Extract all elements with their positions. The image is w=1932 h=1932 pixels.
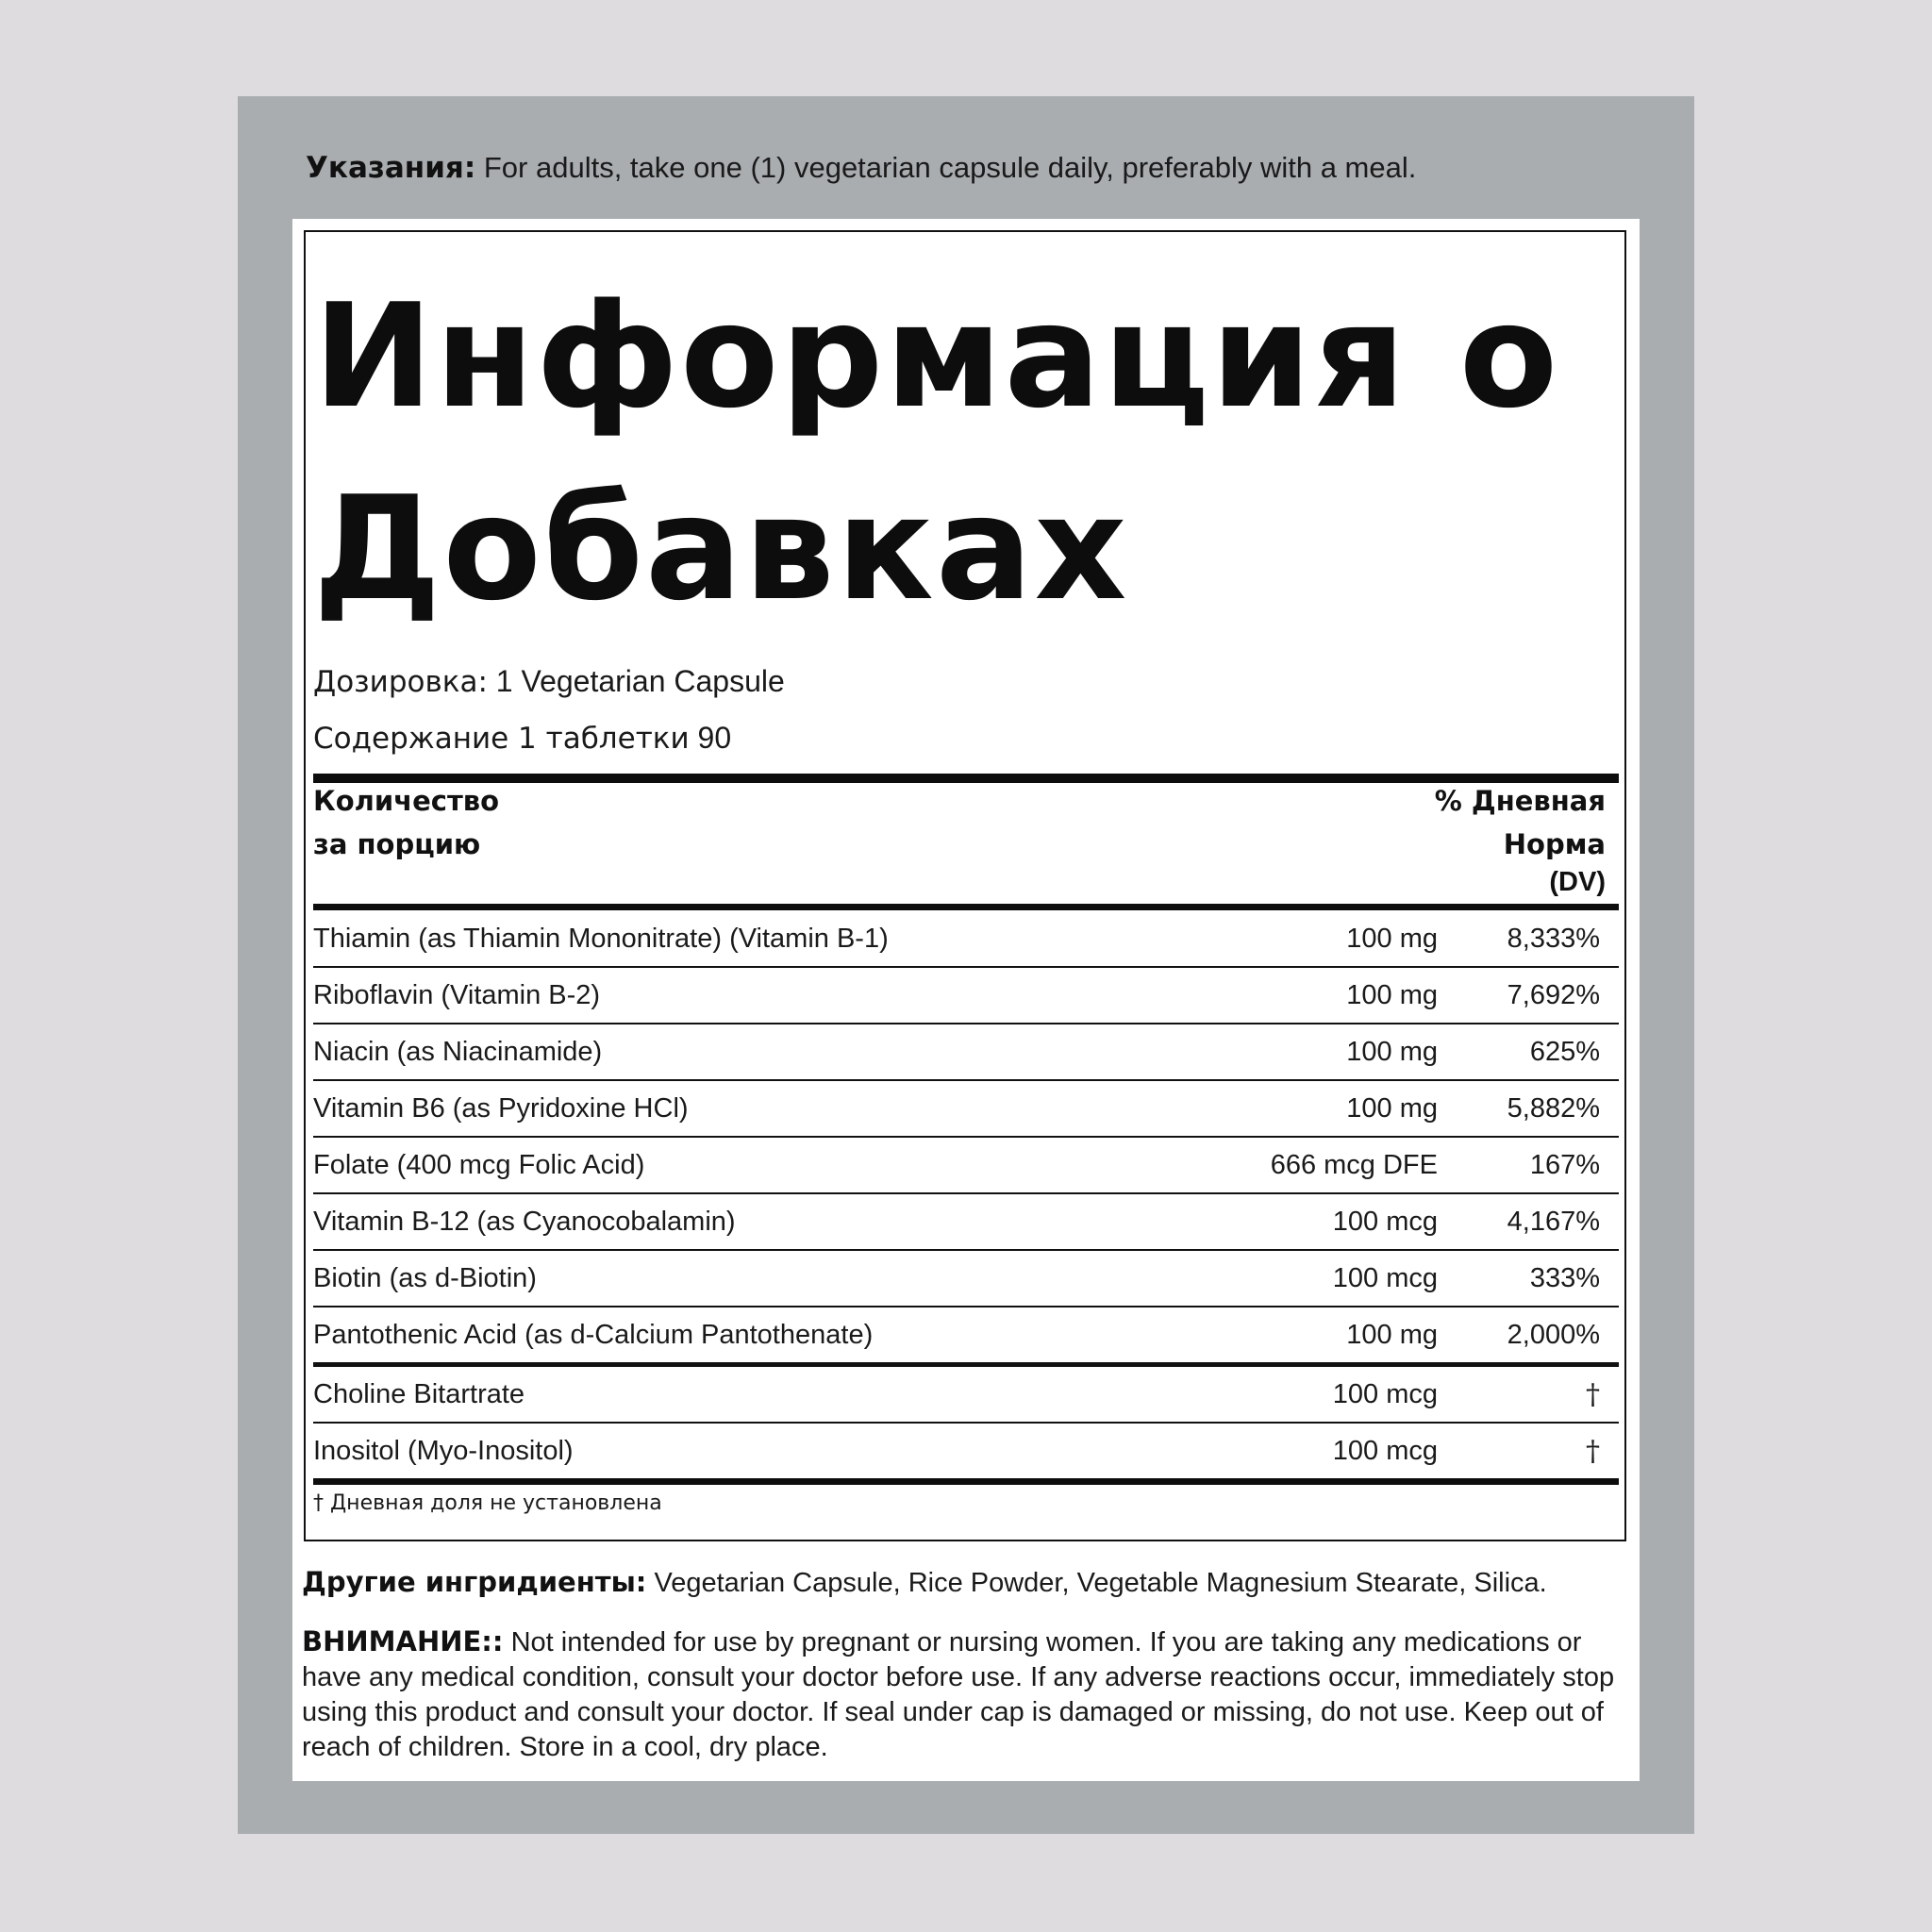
amount-per-serving-header bbox=[313, 779, 499, 866]
divider-header bbox=[313, 904, 1619, 910]
nutrient-amount: 100 mcg bbox=[1332, 1207, 1438, 1237]
nutrient-dv: † bbox=[1586, 1378, 1600, 1411]
table-row bbox=[313, 911, 1619, 968]
table-row bbox=[313, 1307, 1619, 1367]
nutrient-dv: 167% bbox=[1529, 1150, 1600, 1180]
amount-header-line1: Количество bbox=[313, 785, 500, 817]
nutrient-dv: † bbox=[1586, 1435, 1600, 1468]
serving-size-value: 1 Vegetarian Capsule bbox=[495, 664, 785, 698]
directions-label: Указания: bbox=[306, 151, 476, 185]
table-row bbox=[313, 1424, 1619, 1485]
directions bbox=[306, 151, 1416, 185]
nutrient-name: Choline Bitartrate bbox=[313, 1379, 525, 1409]
warning bbox=[302, 1624, 1632, 1765]
nutrient-name: Folate (400 mcg Folic Acid) bbox=[313, 1150, 645, 1180]
nutrient-name: Biotin (as d-Biotin) bbox=[313, 1263, 537, 1293]
nutrient-name: Vitamin B-12 (as Cyanocobalamin) bbox=[313, 1207, 736, 1237]
nutrient-amount: 100 mg bbox=[1346, 980, 1438, 1010]
facts-title-line1: Информация о bbox=[313, 273, 1560, 440]
table-row bbox=[313, 1251, 1619, 1307]
servings-per-container bbox=[313, 721, 731, 756]
facts-title-line2: Добавках bbox=[313, 465, 1129, 632]
daily-value-header bbox=[1435, 779, 1606, 898]
nutrient-name: Pantothenic Acid (as d-Calcium Pantothenate) bbox=[313, 1320, 874, 1350]
nutrient-dv: 8,333% bbox=[1507, 924, 1600, 954]
other-ingredients bbox=[302, 1566, 1547, 1599]
other-ingredients-text: Vegetarian Capsule, Rice Powder, Vegetable Magnesium Stearate, Silica. bbox=[654, 1568, 1547, 1598]
directions-text: For adults, take one (1) vegetarian capsule daily, preferably with a meal. bbox=[483, 151, 1417, 184]
table-row bbox=[313, 1138, 1619, 1194]
dv-header-line2: Норма bbox=[1503, 828, 1606, 860]
nutrient-name: Inositol (Myo-Inositol) bbox=[313, 1436, 574, 1466]
nutrient-amount: 100 mg bbox=[1346, 1037, 1438, 1067]
table-row bbox=[313, 1081, 1619, 1138]
nutrient-name: Niacin (as Niacinamide) bbox=[313, 1037, 603, 1067]
divider-thick-top bbox=[313, 774, 1619, 783]
nutrient-dv: 333% bbox=[1529, 1263, 1600, 1293]
table-row bbox=[313, 968, 1619, 1024]
table-row bbox=[313, 1367, 1619, 1424]
nutrient-dv: 7,692% bbox=[1507, 980, 1600, 1010]
warning-label: ВНИМАНИЕ:: bbox=[302, 1625, 504, 1657]
nutrient-amount: 100 mg bbox=[1346, 924, 1438, 954]
servings-per-container-value: 90 bbox=[697, 721, 732, 755]
nutrient-dv: 5,882% bbox=[1507, 1093, 1600, 1124]
nutrient-dv: 625% bbox=[1529, 1037, 1600, 1067]
nutrient-dv: 4,167% bbox=[1507, 1207, 1600, 1237]
serving-size-label: Дозировка: bbox=[313, 665, 488, 699]
table-row bbox=[313, 1194, 1619, 1251]
amount-header-line2: за порцию bbox=[313, 828, 481, 860]
nutrient-amount: 666 mcg DFE bbox=[1270, 1150, 1438, 1180]
other-ingredients-label: Другие ингридиенты: bbox=[302, 1566, 647, 1598]
warning-text: Not intended for use by pregnant or nursing women. If you are taking any medications or have any medical condition, consult your doctor before use. If any adverse reactions occur, immediately stop using this product and consult your doctor. If seal under cap is damaged or missing, do not use. Keep out of reach of children. Store in a cool, dry place. bbox=[302, 1627, 1615, 1762]
nutrient-amount: 100 mcg bbox=[1332, 1379, 1438, 1409]
nutrient-amount: 100 mcg bbox=[1332, 1263, 1438, 1293]
daily-value-footnote: † Дневная доля не установлена bbox=[313, 1491, 662, 1515]
nutrient-amount: 100 mcg bbox=[1332, 1436, 1438, 1466]
facts-title bbox=[313, 260, 1559, 645]
table-row bbox=[313, 1024, 1619, 1081]
nutrient-name: Riboflavin (Vitamin B-2) bbox=[313, 980, 601, 1010]
dv-header-line1: % Дневная bbox=[1434, 785, 1606, 817]
servings-per-container-label: Содержание 1 таблетки bbox=[313, 722, 690, 756]
nutrient-dv: 2,000% bbox=[1507, 1320, 1600, 1350]
nutrient-table bbox=[313, 911, 1619, 1485]
label-card bbox=[292, 219, 1640, 1781]
supplement-facts-box bbox=[304, 230, 1626, 1541]
nutrient-amount: 100 mg bbox=[1346, 1093, 1438, 1124]
nutrient-name: Thiamin (as Thiamin Mononitrate) (Vitamin B-1) bbox=[313, 924, 889, 954]
nutrient-name: Vitamin B6 (as Pyridoxine HCl) bbox=[313, 1093, 689, 1124]
label-panel bbox=[238, 96, 1694, 1834]
serving-size bbox=[313, 664, 785, 699]
nutrient-amount: 100 mg bbox=[1346, 1320, 1438, 1350]
dv-header-line3: (DV) bbox=[1549, 867, 1606, 897]
